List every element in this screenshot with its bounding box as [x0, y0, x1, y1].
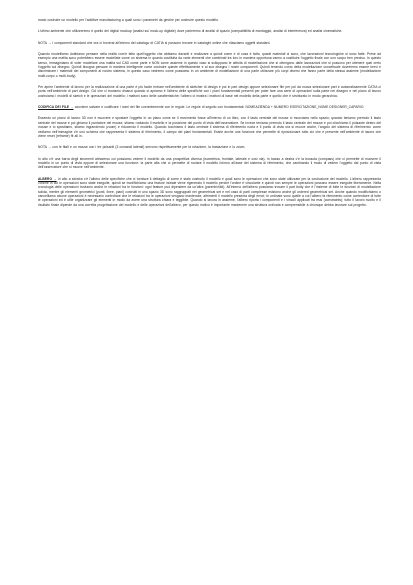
paragraph	[38, 116, 381, 138]
paragraph-text: NOTA → i componenti standard che ora ci troverai all'interno del catalogo di CATIA si possono trovare in cataloghi online che rilasciamo oggetti standard.	[38, 40, 271, 45]
paragraph-text: Per aprire l'ambiente di lavoro per la realizzazione di una parte è più facile entrare nell'ambiente di sketcher di design e poi in part design oppure selezionare file per poi da nuova selezionare part e automaticamente CATIA ci porta nell'ambiente di part design. Ciò che ci troviamo dinanzi quando ci apriamo è l'albero delle specifiche con i piani fondamentali presenti per poter fare una serie di operazioni sulla parte nel disegno e nel piano di lavoro costruiamo i modelli di sketch e le operazioni del modello; i mattoni sono delle caratteristiche; l'albero ci mostra i mattoni di base nel modello della parte e quello che è strutturato in modo gerarchico.	[38, 85, 381, 98]
paragraph	[38, 105, 381, 109]
paragraph	[38, 29, 381, 33]
paragraph-text: conviene salvare e codificare i nomi dei file coerentemente con le regole. Le regole di seguito con fondamentali: NOMEAZIENDA + NUMERO ESERCITAZIONE_NOME DESIGNER_CAPARIO.	[73, 105, 365, 110]
paragraph	[38, 157, 381, 170]
paragraph	[38, 52, 381, 78]
paragraph-text: NOTA → con le fitall e un mouse con i tre pulsanti (3 comandi laterali) servono rispettivamente per la rotazione, la traslazione e lo zoom.	[38, 145, 246, 150]
paragraph-heading: ALBERO →	[38, 176, 57, 181]
paragraph-text: In alto c'è una barra degli strumenti attraverso cui possiamo vedere il modello da una prospettiva diversa (isometrica, frontale, laterale e così via). In basso a destra c'è la bussola (compass) che ci permette di muovere il modello in un punto di vista oppure di selezionare una funzione: la parte alta che ci permette di ruotare il modello intorno all'asse del sistema di riferimento, che cambiando il modo di vedere l'oggetto dal punto di vista dell'osservatore che si muove nell'ambiente.	[38, 156, 381, 170]
paragraph	[38, 18, 381, 22]
paragraph-text: modo costruire un modello per l'additive manufacturing a quali sono i parametri da gestire per costruire questo modello.	[38, 18, 219, 22]
paragraph-heading: CODIFICA DEI FILE →	[38, 105, 74, 110]
paragraph-text: Quando modelliamo dobbiamo pensare nella realtà com'è fatto quell'oggetto che abbiamo davanti e realizzare a quindi come e di cosa è fatto, quanti materiali ci sono, che lavorazioni tecnologiche si sono fatte. Prese ad esempio una matita sono potrebbero essere modellate come un sistema in quanto costituita da varie elementi che combinati tra loro in maniera opportuna vanno a costituire l'oggetto finale con uno scopo ben preciso. In questo senso, immaginiamo di voler modellare una matita sul CAD come parte e NON come assieme in questo caso si sviluppano le attività di modellazione che si ottengono dalle lavorazioni che si possono per ottenere quel certo l'oggetto sul disegno. Quindi bisogna pensare in maniera intelligente come costruire queste effettivamente e al suo disegno i nostri componenti. Quindi tenendo conto della modellazione concettuale dovremmo essere brevi e discriminare i materiali dei componenti al nostro sistema, in questo caso vedremo come possiamo in un ambiente di modellazione di una parte utilizzare più corpi diversi che fanno parte della stessa assieme (modellazione multi-corpo o multi-body).	[38, 52, 381, 78]
paragraph	[38, 41, 381, 45]
paragraph	[38, 145, 381, 149]
paragraph-text: in alto a sinistra c'è l'albero delle specifiche che ci fornisce il dettaglio di come è stato costruito il modello e quali sono le operazioni che sono state utilizzate per la costruzione del modello. L'albero rappresenta l'ordine in cui le operazioni sono state eseguite, quindi se modifichiamo una feature iniziale viene rigenerato il modello perché l'ordine è vincolante e quindi non sempre le operazioni possono essere eseguite liberamente. Nella cronologia delle operazioni troviamo anche le relazioni tra le funzioni: ogni feature può dipendere da un'altra (parent/child). All'interno dell'albero possiamo trovare il part body che è l'insieme di tutte le funzioni di modellazione solida, mentre gli elementi geometrici (punti, linee, piani) costruiti in uno spazio 3D sono raggruppati nei geometrical set e nel caso di parti complesse esistono anche gli ordered geometrical set. Anche quando modifichiamo o cancelliamo alcune operazioni è necessario controllare che le relazioni tra le operazioni vengano mantenute, altrimenti il modello presenta degli errori; le ordinate sono quelle a cui l'albero fa riferimento come contenitore di tutte le operazioni ed è utile organizzare gli elementi in modo da avere una struttura chiara e leggibile. Quando si lavora in assieme, l'albero riporta i componenti e i vincoli applicati tra essi (constraints); tutto il lavoro svolto e il risultato finale dipende da una corretta progettazione del modello e delle operazioni dell'albero, per questo motivo è importante mantenere una struttura ordinata e comprensibile a chiunque debba lavorare sul progetto.	[38, 176, 381, 207]
paragraph	[38, 85, 381, 98]
document-page	[38, 18, 381, 214]
paragraph	[38, 177, 381, 207]
paragraph-text: Essendo un piano di lavoro 3D non è muovere e spostare l'oggetto in un piano come se il movimento fosse all'interno di un libro, con il tasto centrale del mouse ci muoviamo nello spazio; quando teniamo premuto il tasto centrale del mouse e poi giriamo il puntatore del mouse, stiamo ruotando il modello e la posizione del punto di vista dell'osservatore. Se invece teniamo premuto il tasto centrale del mouse e poi clicchiamo il pulsante destro del mouse e lo spostiamo, stiamo ingrandendo (zoom) e riducendo il modello. Quando tocchiamo il tasto centrale il sistema di riferimento ruota e il punto di vista ora si muove anche, l'angolo del sistema di riferimento: come vediamo nell'immagine c'è uno schema che rappresenta il sistema di riferimento, il campo dei piani fondamentali. Esiste anche una funzione che permette di riposizionare tutto ciò che è presente nell'ambiente di lavoro che viene reset (reframe) fit all in.	[38, 116, 381, 138]
paragraph-text: L'ultimo ambiente che utilizzeremo è quello del digital mockup (analisi sul mock-up digitale) dove parleremo di analisi di spazio (compatibilità di montaggio, analisi di interferenza) ed analisi cinematiche.	[38, 29, 343, 34]
